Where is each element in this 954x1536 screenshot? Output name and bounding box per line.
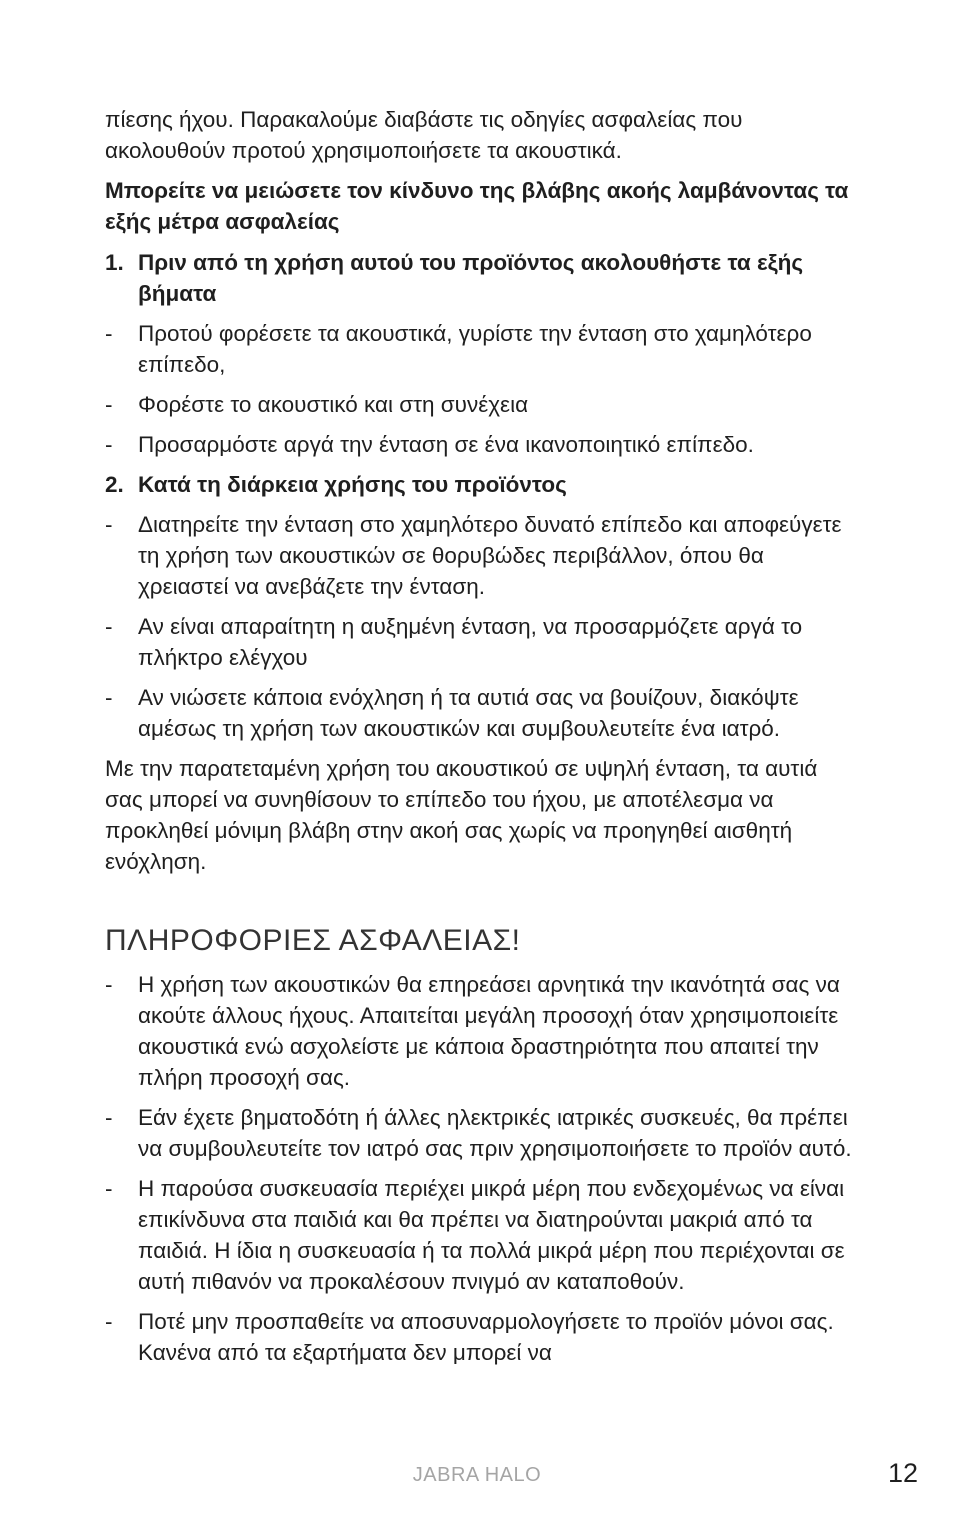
intro-paragraph: πίεσης ήχου. Παρακαλούμε διαβάστε τις οδηγίες ασφαλείας που ακολουθούν προτού χρησιμοποιήσετε τα ακουστικά. [105,107,743,163]
list-item [105,509,855,602]
list-item [105,611,855,673]
bullet-dash: - [105,321,113,346]
bullet-dash: - [105,972,113,997]
bullet-dash: - [105,1105,113,1130]
step-1-heading [105,247,855,309]
list-item-text: Προσαρμόστε αργά την ένταση σε ένα ικανοποιητικό επίπεδο. [138,432,754,457]
list-item [105,389,855,420]
list-item-text: Η χρήση των ακουστικών θα επηρεάσει αρνητικά την ικανότητά σας να ακούτε άλλους ήχους. Απαιτείται μεγάλη προσοχή όταν χρησιμοποιείτε ακουστικά ενώ ασχολείστε με κάποια δραστηριότητα που απαιτεί την πλήρη προσοχή σας. [138,972,840,1090]
list-item-text: Αν νιώσετε κάποια ενόχληση ή τα αυτιά σας να βουίζουν, διακόψτε αμέσως τη χρήση των ακουστικών και συμβουλευτείτε ένα ιατρό. [138,685,799,741]
list-item-text: Αν είναι απαραίτητη η αυξημένη ένταση, να προσαρμόζετε αργά το πλήκτρο ελέγχου [138,614,803,670]
risk-heading: Μπορείτε να μειώσετε τον κίνδυνο της βλάβης ακοής λαμβάνοντας τα εξής μέτρα ασφαλείας [105,178,849,234]
list-item [105,429,855,460]
page-content [105,104,855,1377]
bullet-dash: - [105,1176,113,1201]
closing-paragraph: Με την παρατεταμένη χρήση του ακουστικού σε υψηλή ένταση, τα αυτιά σας μπορεί να συνηθίσουν το επίπεδο του ήχου, με αποτέλεσμα να προκληθεί μόνιμη βλάβη στην ακοή σας χωρίς να προηγηθεί αισθητή ενόχληση. [105,756,818,874]
list-item-text: Προτού φορέσετε τα ακουστικά, γυρίστε την ένταση στο χαμηλότερο επίπεδο, [138,321,812,377]
step-number: 2. [105,472,124,497]
bullet-dash: - [105,512,113,537]
list-item-text: Φορέστε το ακουστικό και στη συνέχεια [138,392,529,417]
safety-heading: ΠΛΗΡΟΦΟΡΙΕΣ ΑΣΦΑΛΕΙΑΣ! [105,924,521,957]
list-item [105,1306,855,1368]
step-2-heading [105,469,855,500]
step-title: Κατά τη διάρκεια χρήσης του προϊόντος [138,472,567,497]
list-item [105,318,855,380]
list-item-text: Διατηρείτε την ένταση στο χαμηλότερο δυνατό επίπεδο και αποφεύγετε τη χρήση των ακουστικών σε θορυβώδες περιβάλλον, όπου θα χρειαστεί να ανεβάζετε την ένταση. [138,512,842,599]
bullet-dash: - [105,614,113,639]
list-item [105,1102,855,1164]
bullet-dash: - [105,1309,113,1334]
list-item [105,682,855,744]
step-number: 1. [105,250,124,275]
bullet-dash: - [105,432,113,457]
bullet-dash: - [105,685,113,710]
bullet-dash: - [105,392,113,417]
list-item-text: Η παρούσα συσκευασία περιέχει μικρά μέρη που ενδεχομένως να είναι επικίνδυνα στα παιδιά και θα πρέπει να διατηρούνται μακριά από τα παιδιά. Η ίδια η συσκευασία ή τα πολλά μικρά μέρη που περιέχονται σε αυτή πιθανόν να προκαλέσουν πνιγμό αν καταποθούν. [138,1176,845,1294]
list-item-text: Εάν έχετε βηματοδότη ή άλλες ηλεκτρικές ιατρικές συσκευές, θα πρέπει να συμβουλευτείτε τον ιατρό σας πριν χρησιμοποιήσετε το προϊόν αυτό. [138,1105,852,1161]
page-number: 12 [887,1458,918,1488]
list-item [105,969,855,1093]
step-title: Πριν από τη χρήση αυτού του προϊόντος ακολουθήστε τα εξής βήματα [138,250,804,306]
list-item [105,1173,855,1297]
list-item-text: Ποτέ μην προσπαθείτε να αποσυναρμολογήσετε το προϊόν μόνοι σας. Κανένα από τα εξαρτήματα δεν μπορεί να [138,1309,834,1365]
footer-brand: JABRA HALO [412,1464,542,1486]
